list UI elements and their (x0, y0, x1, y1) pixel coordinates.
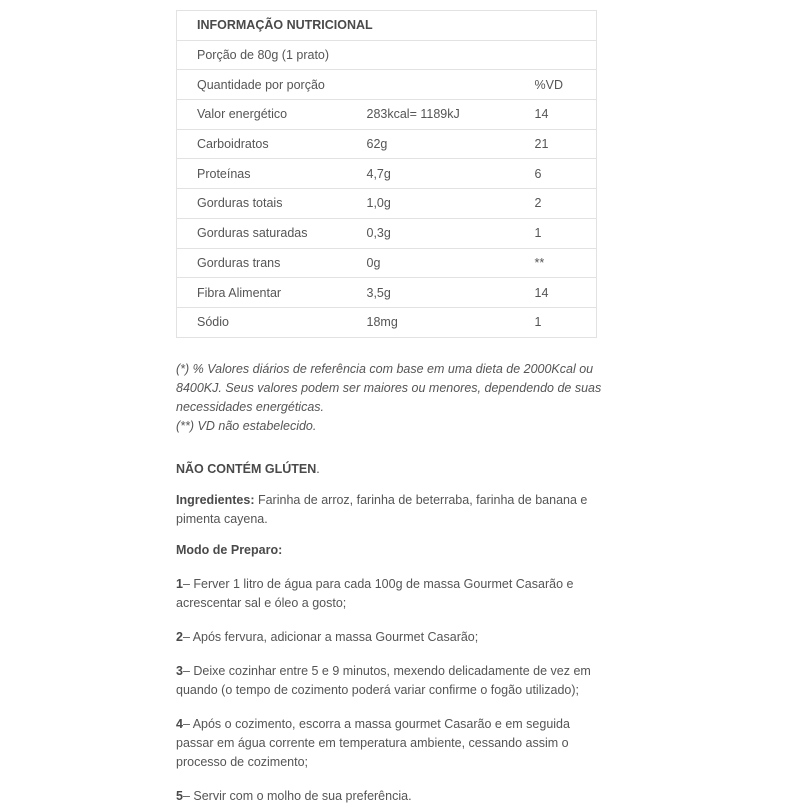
nutrient-amount: 4,7g (367, 159, 535, 189)
ingredients-text: Farinha de arroz, farinha de beterraba, farinha de banana e pimenta cayena. (176, 493, 588, 526)
table-row (177, 189, 597, 219)
nutrient-vd: ** (535, 248, 597, 278)
product-description (176, 360, 606, 806)
step-text: – Deixe cozinhar entre 5 e 9 minutos, mexendo delicadamente de vez em quando (o tempo de cozimento poderá variar confirme o fogão utilizado); (176, 664, 591, 697)
table-row (177, 248, 597, 278)
gluten-free-suffix: . (316, 462, 320, 476)
nutrient-vd: 6 (535, 159, 597, 189)
preparation-step (176, 662, 606, 700)
step-number: 4 (176, 717, 183, 731)
step-number: 1 (176, 577, 183, 591)
table-title-row (177, 11, 597, 41)
nutrient-amount: 3,5g (367, 278, 535, 308)
table-row (177, 100, 597, 130)
step-text: – Após o cozimento, escorra a massa gourmet Casarão e em seguida passar em água corrente em temperatura ambiente, cessando assim o processo de cozimento; (176, 717, 570, 769)
nutrient-amount: 0,3g (367, 218, 535, 248)
nutrient-name: Sódio (177, 307, 367, 337)
step-text: – Ferver 1 litro de água para cada 100g de massa Gourmet Casarão e acrescentar sal e óleo a gosto; (176, 577, 574, 610)
nutrient-vd: 14 (535, 278, 597, 308)
preparation-step (176, 787, 606, 806)
ingredients-label: Ingredientes: (176, 493, 255, 507)
gluten-free-text: NÃO CONTÉM GLÚTEN (176, 462, 317, 476)
vd-footnote-text: (*) % Valores diários de referência com base em uma dieta de 2000Kcal ou 8400KJ. Seus valores podem ser maiores ou menores, dependendo de suas necessidades energéticas. (176, 362, 602, 414)
nutrient-name: Gorduras totais (177, 189, 367, 219)
nutrient-vd: 14 (535, 100, 597, 130)
preparation-step (176, 575, 606, 613)
step-number: 5 (176, 789, 183, 803)
header-quantity: Quantidade por porção (177, 70, 367, 100)
nutrient-amount: 1,0g (367, 189, 535, 219)
preparation-step (176, 715, 606, 772)
table-row (177, 218, 597, 248)
preparation-step (176, 628, 606, 647)
nutrient-name: Valor energético (177, 100, 367, 130)
nutrient-amount: 62g (367, 129, 535, 159)
header-vd: %VD (535, 70, 597, 100)
vd-not-established-note: (**) VD não estabelecido. (176, 419, 317, 433)
table-row (177, 129, 597, 159)
nutrition-table (176, 10, 597, 338)
header-empty (367, 70, 535, 100)
table-header-row (177, 70, 597, 100)
nutrient-name: Proteínas (177, 159, 367, 189)
nutrient-vd: 1 (535, 218, 597, 248)
nutrient-name: Carboidratos (177, 129, 367, 159)
nutrient-name: Gorduras saturadas (177, 218, 367, 248)
gluten-free-notice (176, 460, 606, 479)
step-number: 3 (176, 664, 183, 678)
preparation-title: Modo de Preparo: (176, 543, 283, 557)
nutrient-amount: 283kcal= 1189kJ (367, 100, 535, 130)
nutrient-vd: 2 (535, 189, 597, 219)
table-row (177, 307, 597, 337)
table-row (177, 159, 597, 189)
step-text: – Servir com o molho de sua preferência. (182, 789, 412, 803)
table-row (177, 278, 597, 308)
vd-footnote (176, 360, 606, 436)
step-number: 2 (176, 630, 183, 644)
nutrient-vd: 1 (535, 307, 597, 337)
ingredients (176, 491, 606, 529)
nutrient-amount: 0g (367, 248, 535, 278)
nutrient-name: Fibra Alimentar (177, 278, 367, 308)
nutrient-amount: 18mg (367, 307, 535, 337)
table-title: INFORMAÇÃO NUTRICIONAL (177, 11, 597, 41)
nutrient-name: Gorduras trans (177, 248, 367, 278)
portion-size: Porção de 80g (1 prato) (177, 40, 597, 70)
table-portion-row (177, 40, 597, 70)
nutrient-vd: 21 (535, 129, 597, 159)
step-text: – Após fervura, adicionar a massa Gourmet Casarão; (182, 630, 479, 644)
